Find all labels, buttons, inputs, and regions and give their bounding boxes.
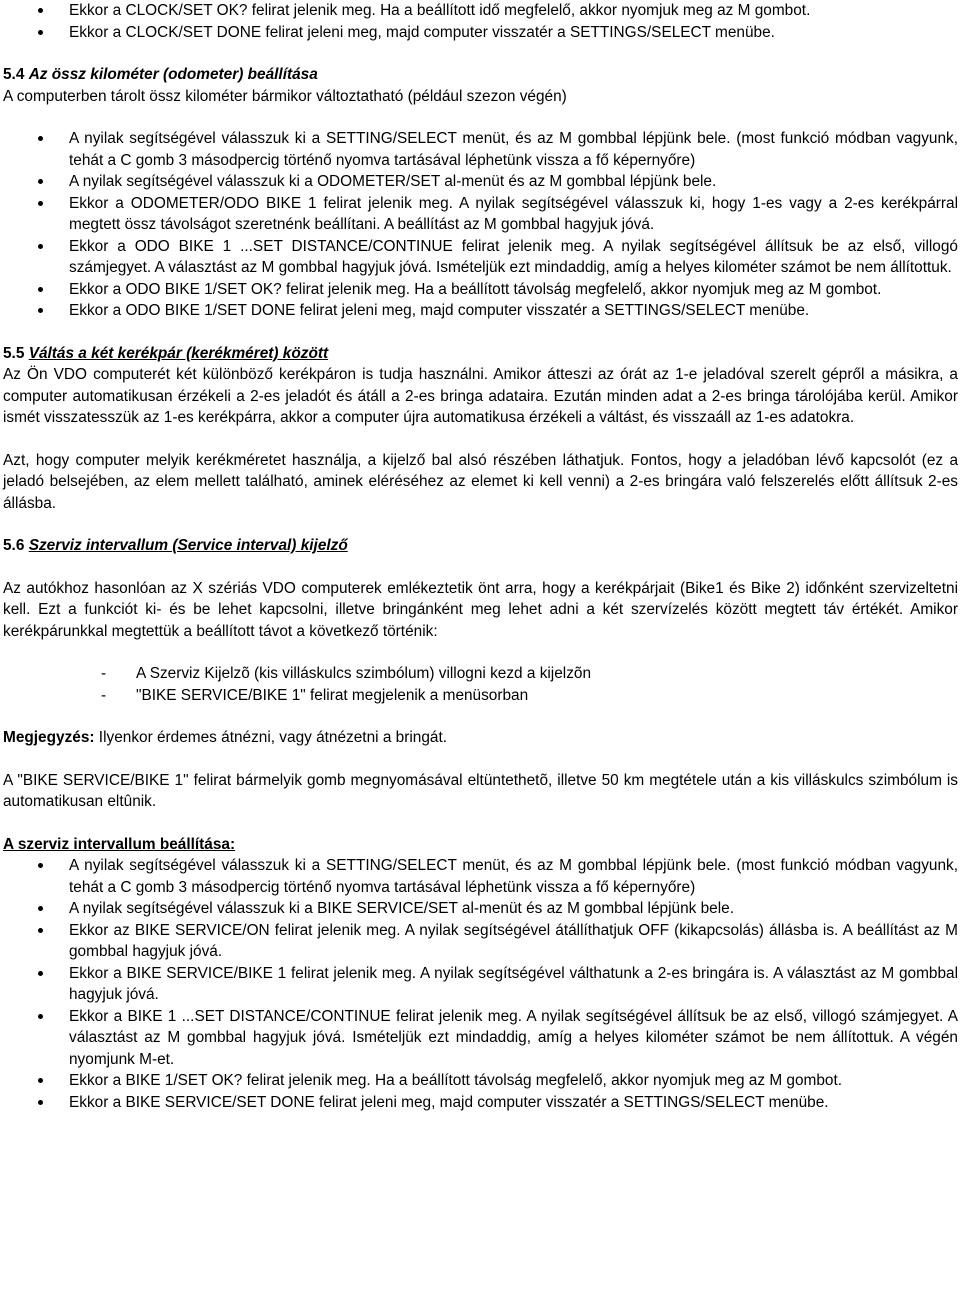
section-title: Szerviz intervallum (Service interval) kijelző: [28, 537, 348, 554]
section-5-4-intro: A computerben tárolt össz kilométer bármikor változtatható (például szezon végén): [3, 87, 567, 105]
section-title: Az össz kilométer (odometer) beállítása: [28, 66, 318, 83]
section-number: 5.5: [3, 344, 25, 362]
note-text: Ilyenkor érdemes átnézni, vagy átnézetni a bringát.: [94, 729, 448, 746]
list-item: Ekkor a BIKE 1 ...SET DISTANCE/CONTINUE felirat jelenik meg. A nyilak segítségével állítsuk be az első, villogó számjegyet. A választást az M gombbal hagyjuk jóvá. Ismételjük ezt mindaddig, amíg a helyes kilométer számot be nem állítottuk. A végén nyomjunk M-et.: [3, 1006, 958, 1071]
list-item: Ekkor a BIKE SERVICE/SET DONE felirat jeleni meg, majd computer visszatér a SETTINGS/SELECT menübe.: [3, 1092, 958, 1114]
list-item: A nyilak segítségével válasszuk ki a ODOMETER/SET al-menüt és az M gombbal lépjünk bele.: [3, 171, 958, 193]
section-5-5-paragraph-1: Az Ön VDO computerét két különböző kerékpáron is tudja használni. Amikor átteszi az órát az 1-e jeladóval szerelt gépről a másikra, a computer automatikusan érzékeli a 2-es jeladót és átáll a 2-es bringa adataira. Ezután minden adat a 2-es bringa tárolójába kerül. Amikor ismét visszatesszük az 1-es kerékpárra, akkor a computer újra automatikusa érzékeli a váltást, és visszaáll az 1-es adatokra.: [3, 366, 958, 426]
list-item: A nyilak segítségével válasszuk ki a SETTING/SELECT menüt, és az M gombbal lépjünk bele. (most funkció módban vagyunk, tehát a C gomb 3 másodpercig történő nyomva tartásával léphetünk vissza a fő képernyőre): [3, 855, 958, 898]
list-item: Ekkor a CLOCK/SET DONE felirat jeleni meg, majd computer visszatér a SETTINGS/SELECT menübe.: [3, 22, 958, 44]
list-item: - A Szerviz Kijelzõ (kis villáskulcs szimbólum) villogni kezd a kijelzõn: [3, 663, 958, 685]
section-5-6-dash-list: [3, 663, 958, 706]
list-item: Ekkor a CLOCK/SET OK? felirat jelenik meg. Ha a beállított idő megfelelő, akkor nyomjuk meg az M gombot.: [3, 0, 958, 22]
section-5-5-paragraph-2: Azt, hogy computer melyik kerékméretet használja, a kijelző bal alsó részében láthatjuk. Fontos, hogy a jeladóban lévő kapcsolót (ez a jeladó belsejében, az elem mellett található, aminek eléréséhez az elemet ki kell venni) a 2-es bringára való felszerelés előtt állítsuk 2-es állásba.: [3, 451, 958, 512]
section-5-4-heading: [3, 64, 958, 86]
list-item: Ekkor a ODO BIKE 1/SET DONE felirat jeleni meg, majd computer visszatér a SETTINGS/SELECT menübe.: [3, 300, 958, 322]
list-item: Ekkor az BIKE SERVICE/ON felirat jelenik meg. A nyilak segítségével átállíthatjuk OFF (kikapcsolás) állásba is. A beállítást az M gombbal hagyjuk jóvá.: [3, 920, 958, 963]
section-number: 5.6: [3, 537, 25, 554]
list-item: - "BIKE SERVICE/BIKE 1" felirat megjelenik a menüsorban: [3, 685, 958, 707]
setup-bullet-list: [3, 855, 958, 1113]
section-5-5-heading: [3, 343, 958, 365]
list-item: A nyilak segítségével válasszuk ki a SETTING/SELECT menüt, és az M gombbal lépjünk bele. (most funkció módban vagyunk, tehát a C gomb 3 másodpercig történő nyomva tartásával léphetünk vissza a fő képernyőre): [3, 128, 958, 171]
list-item: Ekkor a BIKE SERVICE/BIKE 1 felirat jelenik meg. A nyilak segítségével válthatunk a 2-es bringára is. A választást az M gombbal hagyjuk jóvá.: [3, 963, 958, 1006]
list-item: Ekkor a ODO BIKE 1 ...SET DISTANCE/CONTINUE felirat jelenik meg. A nyilak segítségével állítsuk be az első, villogó számjegyet. A választást az M gombbal hagyjuk jóvá. Ismételjük ezt mindaddig, amíg a helyes kilométer számot be nem állítottuk.: [3, 236, 958, 279]
list-item: Ekkor a ODO BIKE 1/SET OK? felirat jelenik meg. Ha a beállított távolság megfelelő, akkor nyomjuk meg az M gombot.: [3, 279, 958, 301]
note-paragraph: [3, 727, 958, 749]
section-5-4-bullet-list: [3, 128, 958, 322]
setup-heading: A szerviz intervallum beállítása:: [3, 835, 236, 853]
note-label: Megjegyzés:: [3, 729, 95, 746]
section-5-6-paragraph-1: Az autókhoz hasonlóan az X szériás VDO computerek emlékeztetik önt arra, hogy a kerékpárjait (Bike1 és Bike 2) időnként szervizeltetni kell. Ezt a funkciót ki- és be lehet kapcsolni, illetve bringánként meg lehet adni a két szervízelés között megtett táv értékét. Amikor kerékpárunkkal megtettük a beállított távot a következő történik:: [3, 579, 958, 640]
section-number: 5.4: [3, 66, 25, 83]
section-title: Váltás a két kerékpár (kerékméret) között: [28, 344, 329, 362]
list-item: Ekkor a ODOMETER/ODO BIKE 1 felirat jelenik meg. A nyilak segítségével válasszuk ki, hogy 1-es vagy a 2-es kerékpárral megtett össz távolságot szeretnénk beállítani. A beállítást az M gombbal hagyjuk jóvá.: [3, 193, 958, 236]
top-bullet-list: [3, 0, 958, 43]
section-5-6-heading: [3, 535, 958, 557]
list-item: Ekkor a BIKE 1/SET OK? felirat jelenik meg. Ha a beállított távolság megfelelő, akkor nyomjuk meg az M gombot.: [3, 1070, 958, 1092]
section-5-6-paragraph-2: A "BIKE SERVICE/BIKE 1" felirat bármelyik gomb megnyomásával eltüntethetõ, illetve 50 km megtétele után a kis villáskulcs szimbólum is automatikusan eltûnik.: [3, 771, 958, 810]
list-item: A nyilak segítségével válasszuk ki a BIKE SERVICE/SET al-menüt és az M gombbal lépjünk bele.: [3, 898, 958, 920]
